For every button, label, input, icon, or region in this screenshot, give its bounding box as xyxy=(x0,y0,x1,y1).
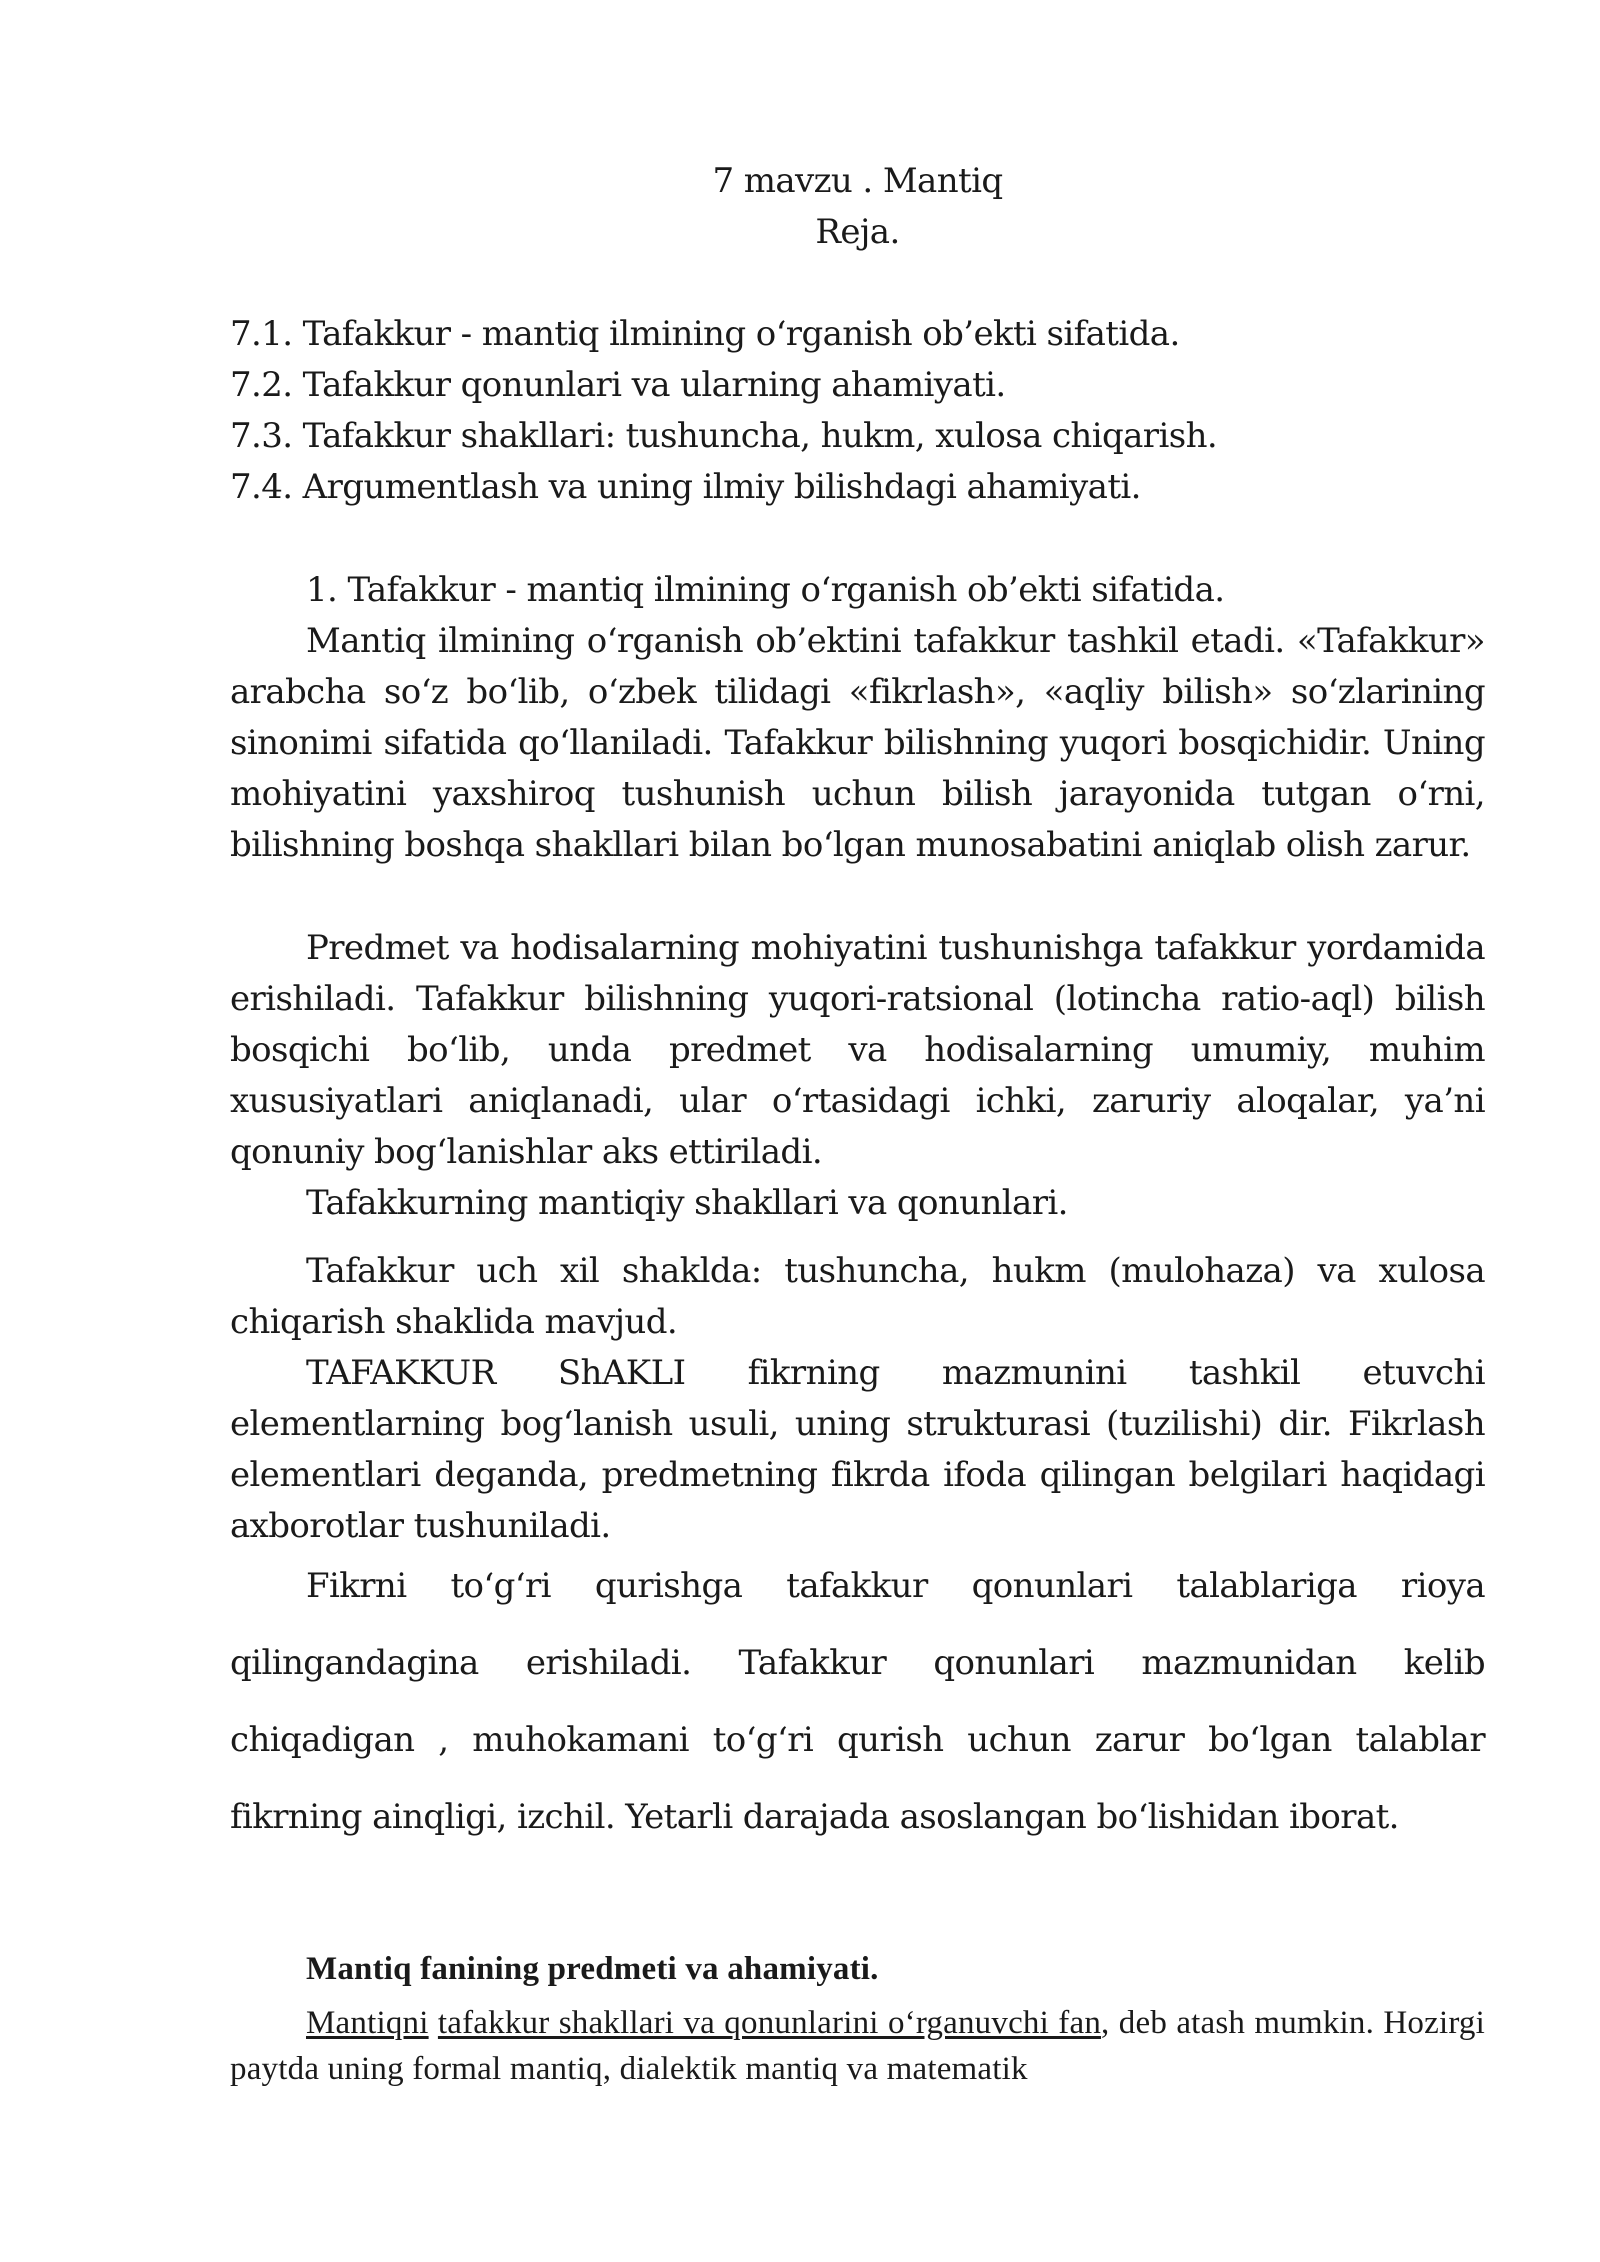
plan-item: 7.3. Tafakkur shakllari: tushuncha, hukm, xulosa chiqarish. xyxy=(230,416,1218,456)
plan-item: 7.2. Tafakkur qonunlari va ularning ahamiyati. xyxy=(230,365,1006,405)
paragraph: Predmet va hodisalarning mohiyatini tushunishga tafakkur yordamida erishiladi. Tafakkur bilishning yuqori-ratsional (lotincha ratio-aql) bilish bosqichi bo‘lib, unda predmet va hodisalarning umumiy, muhim xususiyatlari aniqlanadi, ular o‘rtasidagi ichki, zaruriy aloqalar, ya’ni qonuniy bog‘lanishlar aks ettiriladi. xyxy=(230,928,1485,1172)
underlined-definition: tafakkur shakllari va qonunlarini o‘rganuvchi fan xyxy=(437,2005,1102,2041)
plan-item: 7.4. Argumentlash va uning ilmiy bilishdagi ahamiyati. xyxy=(230,467,1141,507)
document-title: 7 mavzu . Mantiq xyxy=(712,161,1003,201)
document-subtitle: Reja. xyxy=(815,212,900,252)
paragraph: Tafakkurning mantiqiy shakllari va qonunlari. xyxy=(306,1183,1068,1223)
section-heading: 1. Tafakkur - mantiq ilmining o‘rganish ob’ekti sifatida. xyxy=(306,570,1225,610)
underlined-term: Mantiqni xyxy=(306,2005,429,2041)
paragraph-text: , deb atash mumkin. Hozirgi paytda uning formal mantiq, dialektik mantiq va matematik xyxy=(230,2005,1485,2087)
plan-item: 7.1. Tafakkur - mantiq ilmining o‘rganish ob’ekti sifatida. xyxy=(230,314,1180,354)
paragraph: Tafakkur uch xil shaklda: tushuncha, hukm (mulohaza) va xulosa chiqarish shaklida mavjud. xyxy=(230,1251,1485,1342)
paragraph: Mantiq ilmining o‘rganish ob’ektini tafakkur tashkil etadi. «Tafakkur» arabcha so‘z bo‘lib, o‘zbek tilidagi «fikrlash», «aqliy bilish» so‘zlarining sinonimi sifatida qo‘llaniladi. Tafakkur bilishning yuqori bosqichidir. Uning mohiyatini yaxshiroq tushunish uchun bilish jarayonida tutgan o‘rni, bilishning boshqa shakllari bilan bo‘lgan munosabatini aniqlab olish zarur. xyxy=(230,621,1485,865)
paragraph: Fikrni to‘g‘ri qurishga tafakkur qonunlari talablariga rioya qilingandagina erishiladi. Tafakkur qonunlari mazmunidan kelib chiqadigan , muhokamani to‘g‘ri qurish uchun zarur bo‘lgan talablar fikrning ainqligi, izchil. Yetarli darajada asoslangan bo‘lishidan iborat. xyxy=(230,1566,1485,1837)
paragraph: TAFAKKUR ShAKLI fikrning mazmunini tashkil etuvchi elementlarning bog‘lanish usuli, uning strukturasi (tuzilishi) dir. Fikrlash elementlari deganda, predmetning fikrda ifoda qilingan belgilari haqidagi axborotlar tushuniladi. xyxy=(230,1353,1485,1546)
paragraph xyxy=(230,2000,1485,2092)
section-heading: Mantiq fanining predmeti va ahamiyati. xyxy=(306,1951,879,1987)
